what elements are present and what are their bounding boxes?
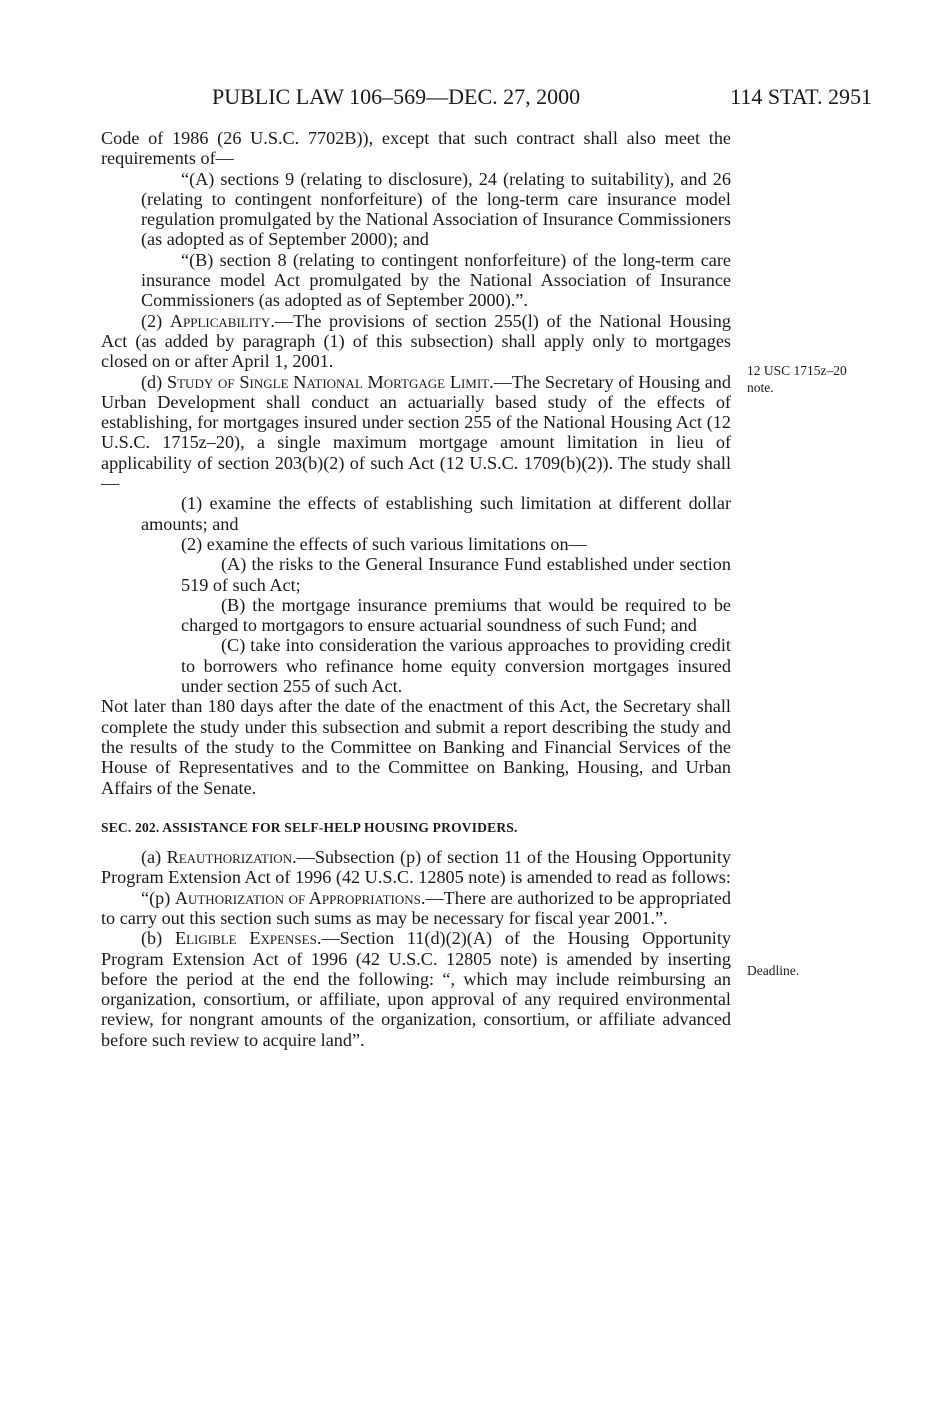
paragraph-study-item-b: (B) the mortgage insurance premiums that would be required to be charged to mortgagors to ensure actuarial soundness of such Fund; and	[181, 594, 731, 636]
margin-note-usc-citation	[747, 362, 847, 396]
paragraph-authorization-appropriations	[101, 888, 731, 929]
paragraph-heading: Authorization of Appropriations.	[174, 887, 426, 908]
statute-page-number: 114 STAT. 2951	[730, 84, 872, 109]
public-law-citation: PUBLIC LAW 106–569—DEC. 27, 2000	[212, 84, 581, 109]
margin-note-deadline: Deadline.	[747, 963, 800, 978]
paragraph-subsection-b: “(B) section 8 (relating to contingent nonforfeiture) of the long-term care insurance model Act promulgated by the National Association of Insurance Commissioners (as adopted as of September 2000).”.	[141, 249, 731, 311]
paragraph-deadline: Not later than 180 days after the date of the enactment of this Act, the Secretary shall complete the study under this subsection and submit a report describing the study and the results of the study to the Committee on Banking and Financial Services of the House of Representatives and to the Committee on Banking, Housing, and Urban Affairs of the Senate.	[101, 696, 731, 798]
paragraph-text: —There are authorized to be appropriated to carry out this section such sums as may be necessary for fiscal year 2001.”.	[101, 887, 731, 928]
paragraph-reauthorization	[101, 847, 731, 888]
paragraph-study-item-a: (A) the risks to the General Insurance Fund established under section 519 of such Act;	[181, 554, 731, 595]
paragraph-number: (d)	[141, 371, 167, 392]
paragraph-number: (2)	[141, 310, 170, 331]
paragraph-heading: Reauthorization.	[166, 847, 297, 868]
paragraph-study-item-1: (1) examine the effects of establishing such limitation at different dollar amounts; and	[141, 493, 731, 534]
paragraph-study-mortgage-limit	[101, 372, 731, 494]
section-heading: SEC. 202. ASSISTANCE FOR SELF-HELP HOUSING PROVIDERS.	[101, 819, 518, 835]
paragraph-eligible-expenses	[101, 928, 731, 1050]
paragraph-text: —Subsection (p) of section 11 of the Housing Opportunity Program Extension Act of 1996 (42 U.S.C. 12805 note) is amended to read as follows:	[101, 847, 731, 888]
paragraph-number: (b)	[141, 928, 175, 949]
paragraph-contract-requirements: Code of 1986 (26 U.S.C. 7702B)), except that such contract shall also meet the requirements of—	[101, 128, 731, 169]
paragraph-text: —Section 11(d)(2)(A) of the Housing Opportunity Program Extension Act of 1996 (42 U.S.C. 12805 note) is amended by inserting before the period at the end the following: “, which may include reimbursing an organization, consortium, or affiliate, upon approval of any required environmental review, for nongrant amounts of the organization, consortium, or affiliate advanced before such review to acquire land”.	[101, 928, 732, 1050]
margin-note-usc-line1: 12 USC 1715z–20	[747, 363, 847, 378]
paragraph-heading: Applicability.	[169, 310, 275, 331]
paragraph-number: “(p)	[141, 887, 175, 908]
paragraph-study-item-2: (2) examine the effects of such various limitations on—	[181, 533, 587, 554]
paragraph-heading: Study of Single National Mortgage Limit.	[167, 371, 494, 392]
paragraph-subsection-a: “(A) sections 9 (relating to disclosure), 24 (relating to suitability), and 26 (relating to contingent nonforfeiture) of the long-term care insurance model regulation promulgated by the National Association of Insurance Commissioners (as adopted as of September 2000); and	[141, 168, 731, 250]
paragraph-number: (a)	[141, 847, 167, 868]
paragraph-heading: Eligible Expenses.	[174, 928, 322, 949]
paragraph-text: —The provisions of section 255(l) of the National Housing Act (as added by paragraph (1) of this subsection) shall apply only to mortgages closed on or after April 1, 2001.	[101, 310, 731, 372]
paragraph-applicability	[101, 311, 731, 372]
paragraph-text: —The Secretary of Housing and Urban Development shall conduct an actuarially based study of the effects of establishing, for mortgages insured under section 255 of the National Housing Act (12 U.S.C. 1715z–20), a single maximum mortgage amount limitation in lieu of applicability of section 203(b)(2) of such Act (12 U.S.C. 1709(b)(2)). The study shall—	[101, 371, 731, 494]
margin-note-usc-line2: note.	[747, 380, 774, 395]
paragraph-study-item-c: (C) take into consideration the various approaches to providing credit to borrowers who refinance home equity conversion mortgages insured under section 255 of such Act.	[181, 635, 731, 697]
page-header	[100, 80, 872, 114]
body-text	[101, 128, 731, 1050]
